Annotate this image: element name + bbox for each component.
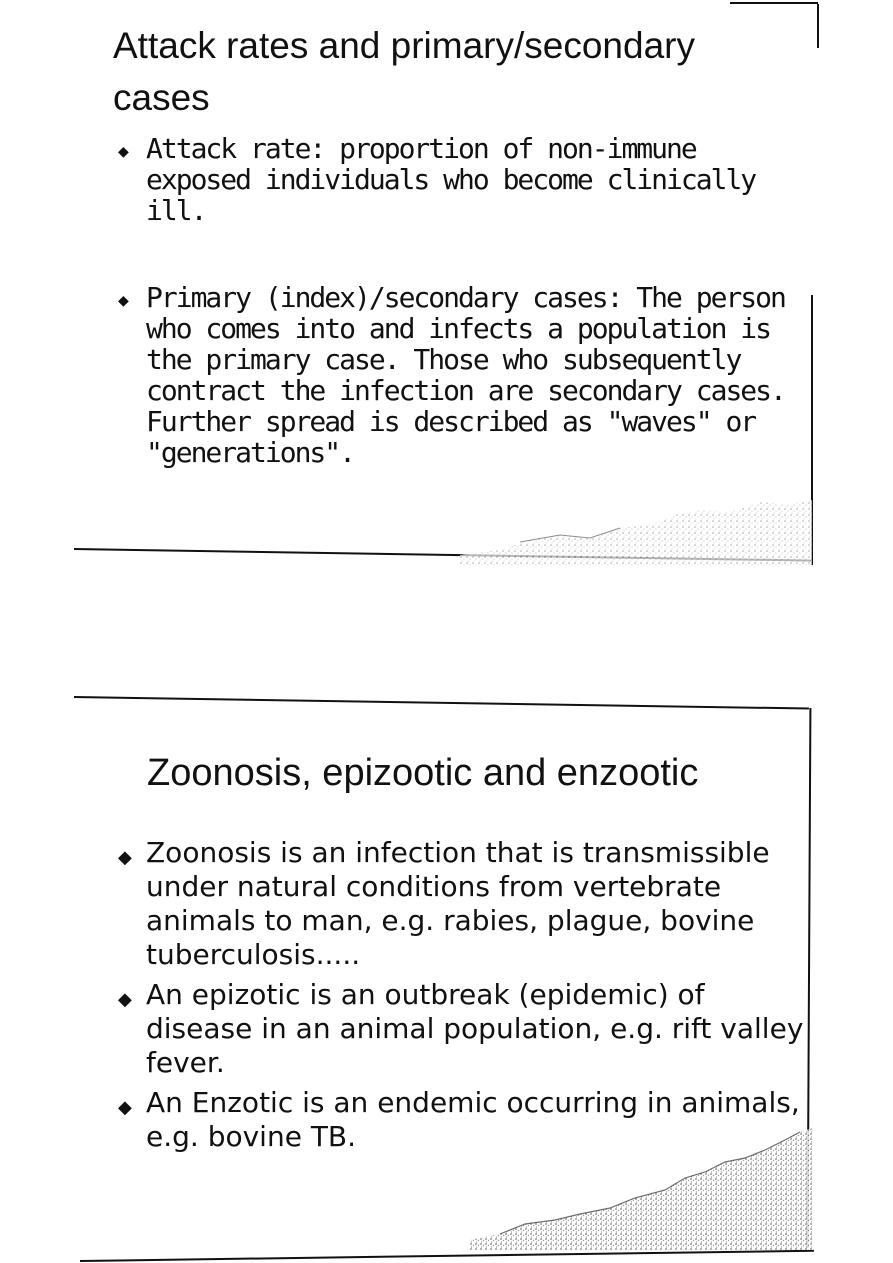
bullet-text: Zoonosis is an infection that is transmissible under natural conditions from vertebrate animals to man, e.g. rabies, plague, bovine tuberculosis..... xyxy=(146,836,770,971)
slide-frame-top xyxy=(74,696,809,710)
slide-frame-right-upper xyxy=(817,4,819,48)
diamond-bullet-icon: ◆ xyxy=(118,290,127,311)
bullet-text: Attack rate: proportion of non-immune exposed individuals who become clinically ill. xyxy=(146,132,756,227)
diamond-bullet-icon: ◆ xyxy=(118,989,132,1010)
slide-frame-top xyxy=(730,2,818,4)
list-item xyxy=(114,282,804,468)
list-item xyxy=(114,978,804,1080)
bullet-text: Primary (index)/secondary cases: The person who comes into and infects a population is the primary case. Those who subsequently contract the infection are secondary cases. Further spread is described as "waves" or "generations". xyxy=(146,281,785,469)
bullet-text: An Enzotic is an endemic occurring in animals, e.g. bovine TB. xyxy=(146,1086,800,1153)
speckled-landscape-graphic xyxy=(460,490,812,565)
slide-attack-rates xyxy=(0,0,893,570)
bullet-list xyxy=(114,836,804,1160)
bullet-list xyxy=(114,133,804,468)
diamond-bullet-icon: ◆ xyxy=(118,141,127,162)
list-item xyxy=(114,133,804,226)
bullet-text: An epizotic is an outbreak (epidemic) of disease in an animal population, e.g. rift valley fever. xyxy=(146,978,804,1079)
slide-zoonosis xyxy=(0,690,893,1263)
diamond-bullet-icon: ◆ xyxy=(118,1097,132,1118)
diamond-bullet-icon: ◆ xyxy=(118,847,132,868)
slide-title: Zoonosis, epizootic and enzootic xyxy=(147,752,699,794)
list-item xyxy=(114,1086,804,1154)
slide-frame-bottom xyxy=(80,1250,814,1262)
slide-title: Attack rates and primary/secondary cases xyxy=(113,25,695,118)
list-item xyxy=(114,836,804,972)
